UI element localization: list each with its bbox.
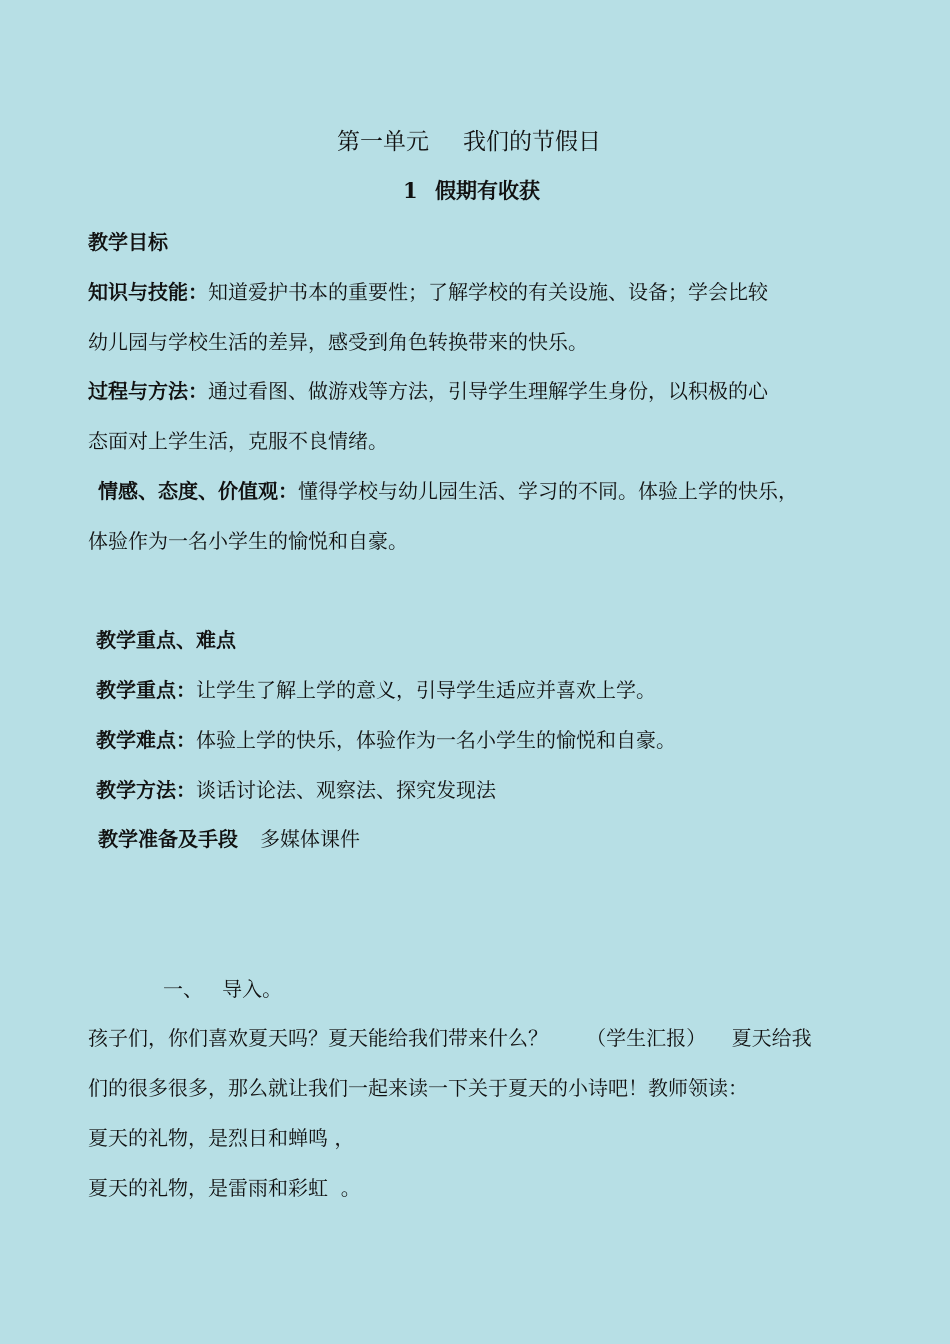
difficulty-line: [96, 726, 676, 754]
intro-paragraph-line-1: 孩子们，你们喜欢夏天吗？夏天能给我们带来什么？ （学生汇报） 夏天给我: [88, 1026, 812, 1050]
key-points-heading: 教学重点、难点: [96, 628, 236, 652]
knowledge-line-1: [88, 278, 768, 306]
focus-label: 教学重点：: [96, 678, 196, 702]
process-line-2: 态面对上学生活，克服不良情绪。: [88, 429, 388, 453]
knowledge-text: 知道爱护书本的重要性；了解学校的有关设施、设备；学会比较: [208, 280, 768, 304]
prep-label: 教学准备及手段: [98, 827, 238, 851]
method-line: [96, 776, 496, 804]
poem-line-2: 夏天的礼物，是雷雨和彩虹 。: [88, 1176, 361, 1200]
lesson-title: [403, 176, 540, 206]
process-text: 通过看图、做游戏等方法，引导学生理解学生身份，以积极的心: [208, 379, 768, 403]
emotion-text: 懂得学校与幼儿园生活、学习的不同。体验上学的快乐，: [298, 479, 798, 503]
lesson-name: 假期有收获: [435, 178, 540, 203]
poem-line-1: 夏天的礼物，是烈日和蝉鸣 ，: [88, 1126, 355, 1150]
emotion-line-2: 体验作为一名小学生的愉悦和自豪。: [88, 529, 408, 553]
unit-label: 第一单元: [337, 129, 429, 155]
focus-text: 让学生了解上学的意义，引导学生适应并喜欢上学。: [196, 678, 656, 702]
prep-text: 多媒体课件: [260, 827, 360, 851]
knowledge-label: 知识与技能：: [88, 280, 208, 304]
difficulty-text: 体验上学的快乐，体验作为一名小学生的愉悦和自豪。: [196, 728, 676, 752]
lesson-number: 1: [403, 178, 418, 203]
intro-paragraph-line-2: 们的很多很多，那么就让我们一起来读一下关于夏天的小诗吧！教师领读：: [88, 1076, 748, 1100]
emotion-label: 情感、态度、价值观：: [98, 479, 298, 503]
objectives-heading: 教学目标: [88, 230, 168, 254]
method-text: 谈话讨论法、观察法、探究发现法: [196, 778, 496, 802]
unit-title: [337, 126, 601, 158]
section-intro-heading: 一、 导入。: [163, 977, 283, 1001]
unit-name: 我们的节假日: [463, 129, 601, 155]
process-label: 过程与方法：: [88, 379, 208, 403]
difficulty-label: 教学难点：: [96, 728, 196, 752]
process-line-1: [88, 377, 768, 405]
emotion-line-1: [98, 477, 798, 505]
focus-line: [96, 676, 656, 704]
method-label: 教学方法：: [96, 778, 196, 802]
prep-line: [98, 825, 360, 853]
knowledge-line-2: 幼儿园与学校生活的差异，感受到角色转换带来的快乐。: [88, 330, 588, 354]
